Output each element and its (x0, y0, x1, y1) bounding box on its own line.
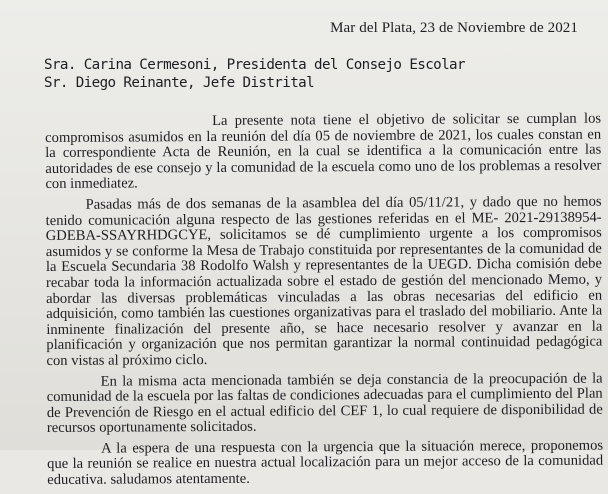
date-line: Mar del Plata, 23 de Noviembre de 2021 (330, 20, 578, 36)
letter-body (45, 112, 603, 494)
body-paragraph: En la misma acta mencionada también se deja constancia de la preocupación de la comunidad de la escuela por las faltas de condiciones adecuadas para el cumplimiento del Plan de Prevención de Riesgo en el actual edificio del CEF 1, lo cual requiere de disponibilidad de recursos oportunamente solicitados. (46, 370, 603, 437)
body-paragraph: La presente nota tiene el objetivo de solicitar se cumplan los compromisos asumidos en la reunión del día 05 de noviembre de 2021, los cuales constan en la correspondiente Acta de Reunión, en la cual se identifica a la comunicación entre las autoridades de ese consejo y la comunidad de la escuela como uno de los problemas a resolver con inmediatez. (45, 110, 602, 193)
recipient-line: Sr. Diego Reinante, Jefe Distrital (44, 75, 315, 91)
body-paragraph: Pasadas más de dos semanas de la asamblea del día 05/11/21, y dado que no hemos tenido comunicación alguna respecto de las gestiones referidas en el ME- 2021-29138954-GDEBA-SSAYRHDGCYE, solicitamos se dé cumplimiento urgente a los compromisos asumidos y se conforme la Mesa de Trabajo constituida por representantes de la comunidad de la Escuela Secundaria 38 Rodolfo Walsh y representantes de la UEGD. Dicha comisión debe recabar toda la información actualizada sobre el estado de gestión del mencionado Memo, y abordar las diversas problemáticas vinculadas a las obras necesarias del edificio en adquisición, como también las cuestiones organizativas para el traslado del mobiliario. Ante la inminente finalización del presente año, se hace necesario resolver y avanzar en la planificación y organización que nos permitan garantizar la normal continuidad pedagógica con vistas al próximo ciclo. (45, 193, 603, 369)
addressee-block (44, 56, 465, 92)
body-paragraph: A la espera de una respuesta con la urgencia que la situación merece, proponemos que la reunión se realice en nuestra actual localización para un mejor acceso de la comunidad educativa. saludamos atentamente. (47, 437, 604, 489)
recipient-line: Sra. Carina Cermesoni, Presidenta del Consejo Escolar (44, 57, 465, 73)
